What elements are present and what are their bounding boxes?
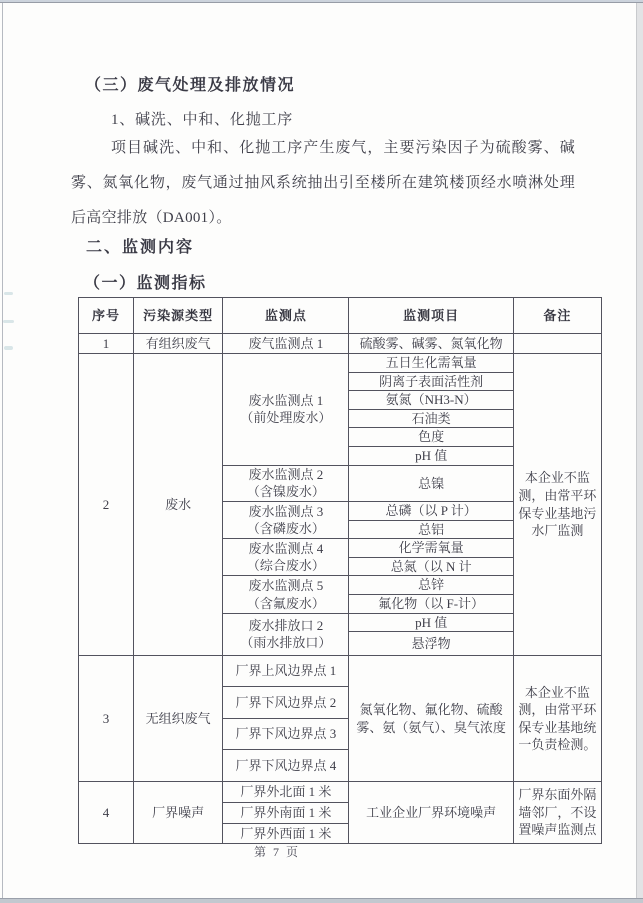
point-cell — [223, 354, 349, 466]
point-sub: （含磷废水） — [246, 521, 325, 537]
point-sub: （含氟废水） — [246, 595, 325, 611]
table-row — [79, 656, 602, 687]
point-name: 废水监测点 4 — [248, 540, 324, 556]
point-sub: （综合废水） — [246, 558, 325, 574]
point-cell: 废气监测点 1 — [223, 334, 349, 354]
item-cell: 总锌 — [349, 576, 513, 595]
point-name: 废水监测点 2 — [248, 466, 324, 482]
serial-cell: 4 — [79, 782, 134, 844]
scan-edge-top — [0, 0, 643, 3]
scan-artifact — [3, 320, 14, 323]
point-cell: 厂界下风边界点 2 — [223, 687, 349, 719]
point-cell: 厂界外南面 1 米 — [223, 803, 349, 824]
item-cell: pH 值 — [349, 613, 513, 632]
item-cell: 硫酸雾、碱雾、氮氧化物 — [349, 334, 513, 354]
item-cell: 总铝 — [349, 520, 513, 539]
point-cell: 厂界下风边界点 3 — [223, 719, 349, 750]
scan-edge-bottom — [0, 898, 643, 903]
process-list-item: 1、碱洗、中和、化抛工序 — [111, 112, 294, 128]
point-sub: （含镍废水） — [246, 484, 325, 500]
item-cell: 总镍 — [349, 465, 513, 501]
section-heading-waste-gas: （三）废气处理及排放情况 — [85, 77, 296, 94]
point-cell: 厂界外北面 1 米 — [223, 782, 349, 803]
table-row — [79, 334, 602, 354]
point-cell: 厂界下风边界点 4 — [223, 750, 349, 782]
item-cell: 五日生化需氧量 — [349, 354, 513, 373]
point-cell — [223, 576, 349, 613]
source-cell: 厂界噪声 — [134, 782, 223, 844]
item-cell: 氨氮（NH3-N） — [349, 391, 513, 410]
monitoring-table — [78, 297, 602, 844]
section-heading-monitoring-content: 二、监测内容 — [86, 239, 195, 256]
scan-edge-left — [2, 3, 3, 898]
point-name: 废水监测点 5 — [248, 577, 324, 593]
point-cell — [223, 539, 349, 576]
remark-cell: 厂界东面外隔墙邻厂，不设置噪声监测点 — [513, 782, 601, 844]
item-cell: 悬浮物 — [349, 632, 513, 656]
item-cell: 工业企业厂界环境噪声 — [349, 782, 513, 844]
point-cell — [223, 613, 349, 656]
remark-cell — [513, 334, 601, 354]
header-remark: 备注 — [513, 298, 601, 334]
point-cell — [223, 501, 349, 539]
header-source-type: 污染源类型 — [134, 298, 223, 334]
remark-cell: 本企业不监测，由常平环保专业基地统一负责检测。 — [513, 656, 601, 782]
subsection-heading-monitoring-indicators: （一）监测指标 — [84, 275, 207, 292]
item-cell: 总氮（以 N 计 — [349, 557, 513, 576]
point-cell — [223, 465, 349, 501]
source-cell: 有组织废气 — [134, 334, 223, 354]
serial-cell: 2 — [79, 354, 134, 656]
header-serial: 序号 — [79, 298, 134, 334]
header-item: 监测项目 — [349, 298, 513, 334]
remark-cell: 本企业不监测，由常平环保专业基地污水厂监测 — [513, 354, 601, 656]
table-row — [79, 782, 602, 803]
page-number: 第 7 页 — [253, 845, 300, 859]
item-cell: 氮氧化物、氟化物、硫酸雾、氨（氨气）、臭气浓度 — [349, 656, 513, 782]
item-cell: 总磷（以 P 计） — [349, 501, 513, 520]
point-sub: （前处理废水） — [240, 410, 332, 426]
header-point: 监测点 — [223, 298, 349, 334]
point-name: 废水排放口 2 — [248, 617, 324, 633]
point-name: 废水监测点 3 — [248, 503, 324, 519]
item-cell: 色度 — [349, 428, 513, 447]
serial-cell: 1 — [79, 334, 134, 354]
item-cell: pH 值 — [349, 447, 513, 466]
point-cell: 厂界外西面 1 米 — [223, 824, 349, 844]
serial-cell: 3 — [79, 656, 134, 782]
point-cell: 厂界上风边界点 1 — [223, 656, 349, 687]
item-cell: 石油类 — [349, 409, 513, 428]
item-cell: 氟化物（以 F-计） — [349, 595, 513, 614]
scan-edge-right — [636, 3, 643, 898]
point-name: 废水监测点 1 — [248, 392, 324, 408]
waste-gas-paragraph: 项目碱洗、中和、化抛工序产生废气，主要污染因子为硫酸雾、碱雾、氮氧化物，废气通过抽风系统抽出引至楼所在建筑楼顶经水喷淋处理后高空排放（DA001）。 — [71, 140, 575, 226]
item-cell: 阴离子表面活性剂 — [349, 372, 513, 391]
table-row — [79, 354, 602, 373]
source-cell: 无组织废气 — [134, 656, 223, 782]
table-header-row — [79, 298, 602, 334]
scan-artifact — [4, 292, 13, 295]
scan-artifact — [4, 346, 13, 350]
point-sub: （雨水排放口） — [240, 635, 332, 651]
source-cell: 废水 — [134, 354, 223, 656]
item-cell: 化学需氧量 — [349, 539, 513, 558]
